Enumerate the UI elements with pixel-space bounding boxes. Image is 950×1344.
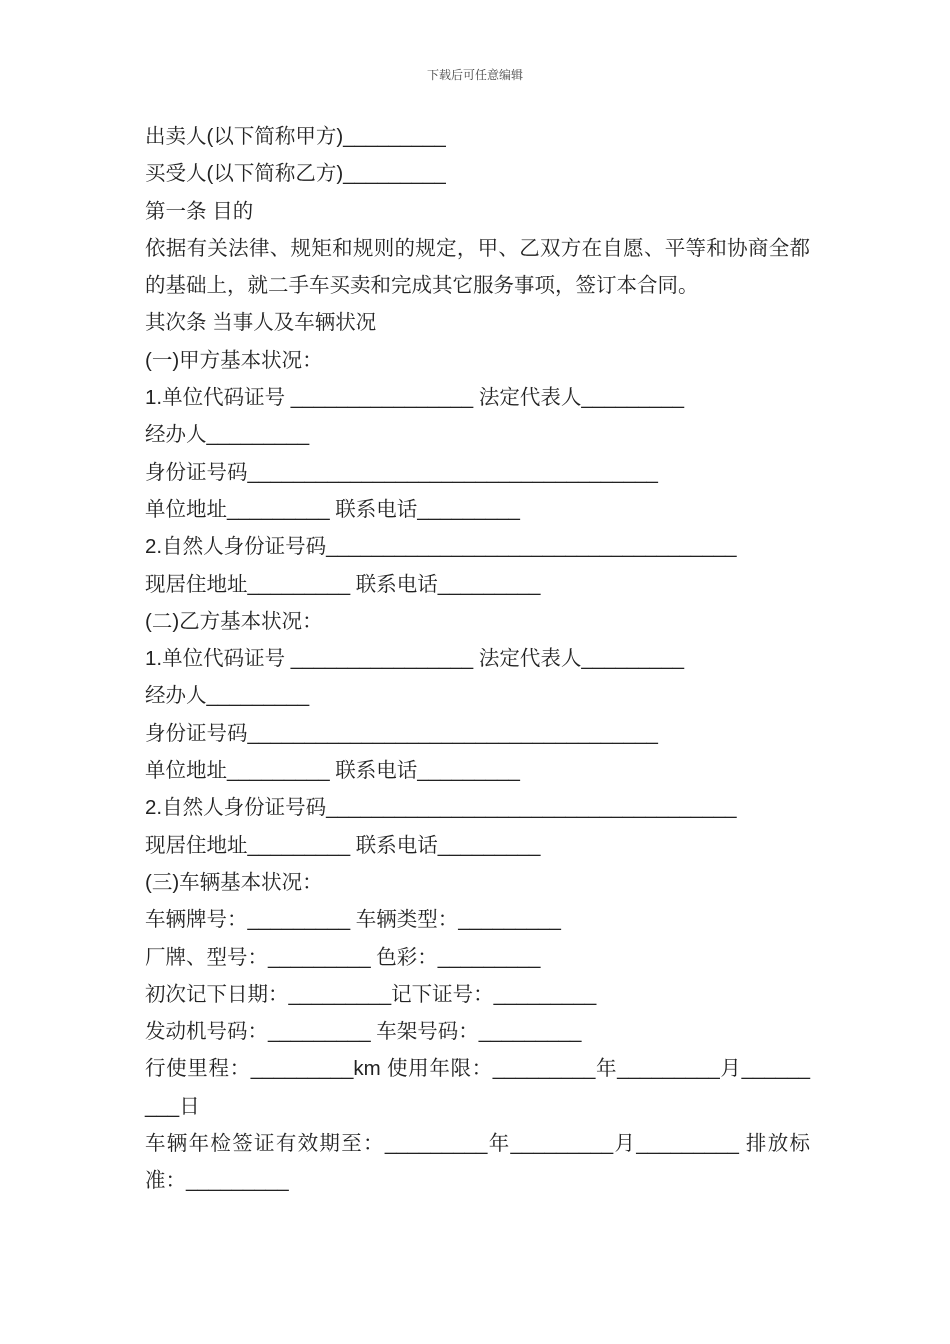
party-b-heading: (二)乙方基本状况： (145, 609, 323, 633)
vehicle-plate-type-line: 车辆牌号：_________ 车辆类型：_________ (145, 908, 561, 932)
article-1-text: 依据有关法律、规矩和规则的规定，甲、乙双方在自愿、平等和协商全都的基础上，就二手车买卖和完成其它服务事项，签订本合同。 (145, 236, 810, 298)
party-b-agent-line: 经办人_________ (145, 684, 310, 708)
party-a-person-id-line: 2.自然人身份证号码____________________________________ (145, 535, 737, 559)
party-b-org-code-line: 1.单位代码证号 ________________ 法定代表人_________ (145, 647, 685, 671)
article-2-heading: 其次条 当事人及车辆状况 (145, 311, 377, 335)
vehicle-mileage-line: 行使里程：_________km 使用年限：_________年_________月_________日 (145, 1057, 810, 1118)
vehicle-registration-line: 初次记下日期：_________记下证号：_________ (145, 982, 597, 1006)
party-a-agent-line: 经办人_________ (145, 423, 310, 447)
party-b-residence-phone-line: 现居住地址_________ 联系电话_________ (145, 833, 541, 857)
party-b-address-phone-line: 单位地址_________ 联系电话_________ (145, 759, 520, 783)
vehicle-engine-frame-line: 发动机号码：_________ 车架号码：_________ (145, 1020, 582, 1044)
party-a-heading: (一)甲方基本状况： (145, 348, 323, 372)
seller-line: 出卖人(以下简称甲方)_________ (145, 125, 446, 148)
party-a-address-phone-line: 单位地址_________ 联系电话_________ (145, 497, 520, 521)
party-b-id-line: 身份证号码____________________________________ (145, 721, 658, 745)
page-header-note: 下载后可任意编辑 (426, 68, 523, 82)
vehicle-brand-color-line: 厂牌、型号：_________ 色彩：_________ (145, 945, 541, 969)
vehicle-heading: (三)车辆基本状况： (145, 870, 323, 894)
party-b-person-id-line: 2.自然人身份证号码____________________________________ (145, 796, 737, 820)
article-1-heading: 第一条 目的 (145, 199, 254, 223)
party-a-id-line: 身份证号码____________________________________ (145, 460, 658, 484)
party-a-org-code-line: 1.单位代码证号 ________________ 法定代表人_________ (145, 386, 685, 410)
vehicle-inspection-line: 车辆年检签证有效期至：_________年_________月_________ 排放标准：_________ (145, 1132, 810, 1193)
party-a-residence-phone-line: 现居住地址_________ 联系电话_________ (145, 572, 541, 596)
contract-body (145, 118, 810, 1200)
buyer-line: 买受人(以下简称乙方)_________ (145, 162, 446, 186)
